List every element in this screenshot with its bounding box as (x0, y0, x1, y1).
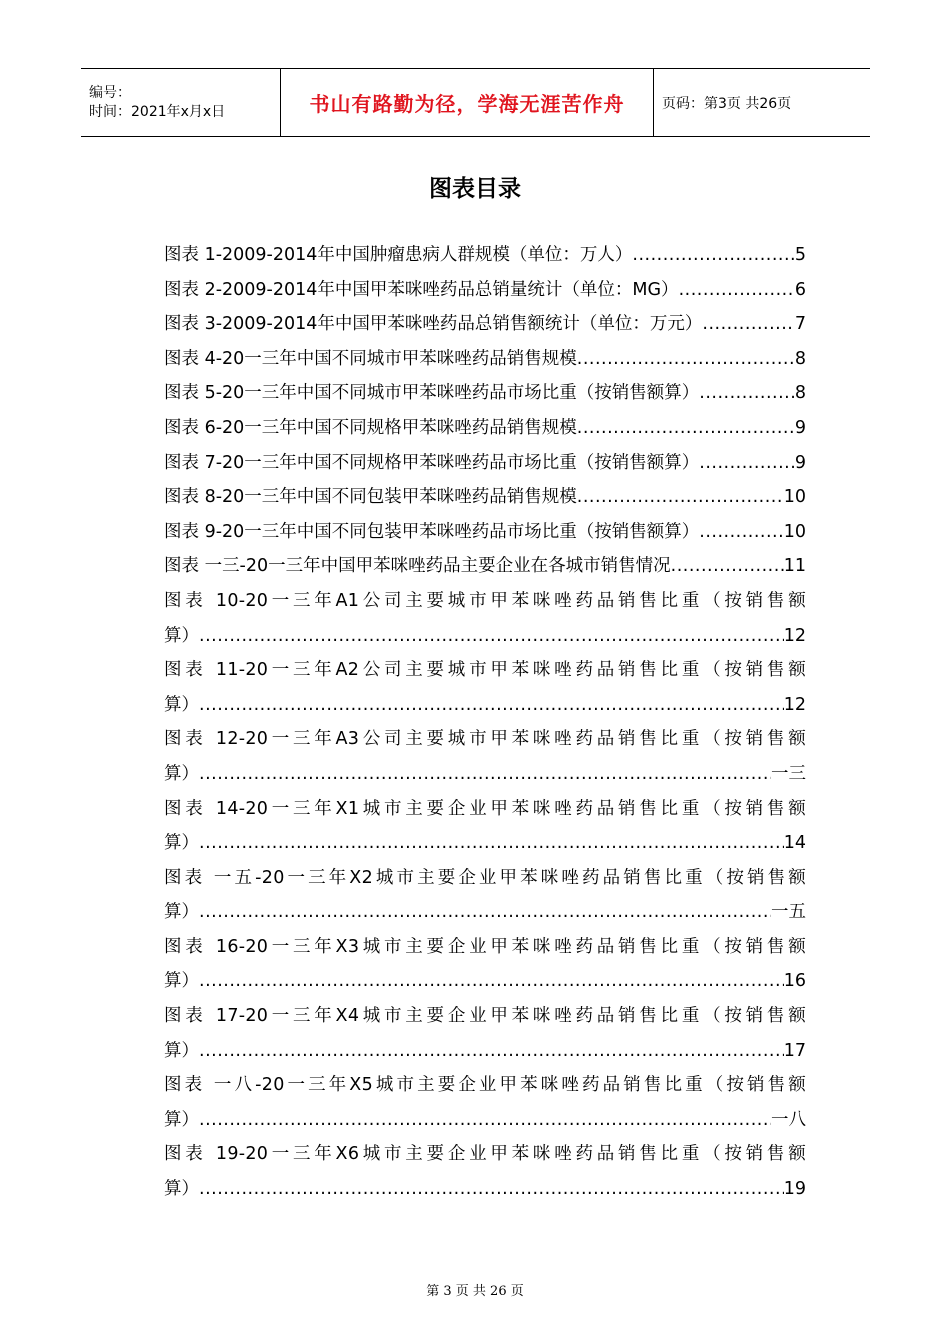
toc-entry[interactable] (164, 238, 806, 273)
toc-page-number: 14 (783, 833, 806, 854)
toc-leader-dots (577, 480, 784, 515)
toc-leader-dots (699, 515, 783, 550)
toc-entry[interactable] (164, 964, 806, 999)
toc-leader-dots (577, 411, 795, 446)
toc-page-number: 5 (794, 245, 806, 265)
toc-entry[interactable] (164, 515, 806, 550)
toc-page-number: 9 (794, 452, 806, 473)
toc-entry-title[interactable]: 图表 一八-20一三年X5城市主要企业甲苯咪唑药品销售比重（按销售额 (164, 1075, 806, 1096)
toc-entry-title[interactable]: 图表 10-20一三年A1公司主要城市甲苯咪唑药品销售比重（按销售额 (164, 590, 806, 611)
toc-page-number: 17 (783, 1040, 806, 1061)
toc-page-number: 12 (783, 694, 806, 715)
toc-leader-dots (199, 1172, 784, 1207)
header-meta-cell (81, 69, 281, 136)
toc-page-number: 一八 (771, 1109, 806, 1130)
toc-page-number: 11 (783, 556, 806, 577)
page-footer: 第 3 页 共 26 页 (426, 1284, 524, 1299)
toc-entry-title: 图表 7-20一三年中国不同规格甲苯咪唑药品市场比重（按销售额算） (164, 452, 700, 473)
toc-entry-title-continued: 算） (164, 625, 199, 646)
toc-entry[interactable] (164, 826, 806, 861)
toc-page-number: 10 (783, 521, 806, 542)
toc-entry-title[interactable]: 图表 一五-20一三年X2城市主要企业甲苯咪唑药品销售比重（按销售额 (164, 867, 806, 888)
toc-entry-title: 图表 3-2009-2014年中国甲苯咪唑药品总销售额统计（单位：万元） (164, 314, 703, 335)
toc-entry-title[interactable]: 图表 19-20一三年X6城市主要企业甲苯咪唑药品销售比重（按销售额 (164, 1144, 806, 1165)
page-header-table (81, 68, 870, 137)
toc-entry-title-continued: 算） (164, 1040, 199, 1061)
toc-entry[interactable] (164, 446, 806, 481)
toc-leader-dots (577, 342, 795, 377)
toc-entry-title-continued: 算） (164, 971, 199, 992)
toc-leader-dots (199, 964, 784, 999)
toc-page-number: 7 (794, 314, 806, 335)
toc-leader-dots (199, 757, 771, 792)
toc-leader-dots (199, 1103, 771, 1138)
toc-entry[interactable] (164, 1103, 806, 1138)
toc-leader-dots (199, 688, 784, 723)
toc-entry-title[interactable]: 图表 16-20一三年X3城市主要企业甲苯咪唑药品销售比重（按销售额 (164, 936, 806, 957)
toc-leader-dots (699, 446, 795, 481)
toc-entry-title[interactable]: 图表 14-20一三年X1城市主要企业甲苯咪唑药品销售比重（按销售额 (164, 798, 806, 819)
toc-entry[interactable] (164, 342, 806, 377)
header-page-cell (654, 69, 870, 136)
toc-leader-dots (632, 238, 794, 273)
toc-leader-dots (199, 1034, 784, 1069)
toc-entry[interactable] (164, 895, 806, 930)
number-label: 编号： (89, 84, 131, 101)
toc-leader-dots (199, 619, 784, 654)
toc-entry[interactable] (164, 411, 806, 446)
toc-entry[interactable] (164, 1172, 806, 1207)
toc-page-number: 一五 (771, 902, 806, 923)
table-of-figures (164, 238, 806, 1207)
motto-text: 书山有路勤为径，学海无涯苦作舟 (309, 92, 625, 116)
toc-leader-dots (679, 273, 795, 308)
toc-entry-title-continued: 算） (164, 694, 199, 715)
toc-entry-title-continued: 算） (164, 763, 199, 784)
time-label: 时间：2021年x月x日 (89, 103, 226, 120)
toc-entry[interactable] (164, 480, 806, 515)
toc-entry-title: 图表 9-20一三年中国不同包装甲苯咪唑药品市场比重（按销售额算） (164, 521, 700, 542)
toc-leader-dots (199, 895, 771, 930)
toc-page-number: 10 (783, 487, 806, 508)
toc-leader-dots (699, 376, 795, 411)
toc-entry-title: 图表 4-20一三年中国不同城市甲苯咪唑药品销售规模 (164, 348, 577, 369)
toc-entry-title: 图表 一三-20一三年中国甲苯咪唑药品主要企业在各城市销售情况 (164, 556, 671, 577)
toc-page-number: 8 (794, 348, 806, 369)
toc-entry-title: 图表 8-20一三年中国不同包装甲苯咪唑药品销售规模 (164, 487, 577, 508)
toc-page-number: 19 (783, 1179, 806, 1200)
toc-entry[interactable] (164, 549, 806, 584)
toc-entry-title[interactable]: 图表 12-20一三年A3公司主要城市甲苯咪唑药品销售比重（按销售额 (164, 729, 806, 750)
toc-entry-title[interactable]: 图表 11-20一三年A2公司主要城市甲苯咪唑药品销售比重（按销售额 (164, 660, 806, 681)
toc-page-number: 16 (783, 971, 806, 992)
toc-entry-title: 图表 6-20一三年中国不同规格甲苯咪唑药品销售规模 (164, 417, 577, 438)
header-motto-cell (281, 69, 654, 136)
page-code: 页码：第3页 共26页 (662, 95, 792, 112)
toc-entry[interactable] (164, 757, 806, 792)
toc-entry-title-continued: 算） (164, 1179, 199, 1200)
toc-leader-dots (702, 307, 794, 342)
toc-entry-title-continued: 算） (164, 833, 199, 854)
toc-entry-title-continued: 算） (164, 1109, 199, 1130)
toc-leader-dots (199, 826, 784, 861)
toc-entry[interactable] (164, 307, 806, 342)
toc-page-number: 12 (783, 625, 806, 646)
toc-entry[interactable] (164, 619, 806, 654)
toc-page-number: 8 (794, 383, 806, 404)
toc-page-number: 一三 (771, 763, 806, 784)
toc-page-number: 6 (794, 279, 806, 300)
toc-entry[interactable] (164, 273, 806, 308)
toc-entry[interactable] (164, 688, 806, 723)
toc-entry-title: 图表 2-2009-2014年中国甲苯咪唑药品总销量统计（单位：MG） (164, 279, 679, 300)
toc-entry-title-continued: 算） (164, 902, 199, 923)
toc-leader-dots (671, 549, 784, 584)
toc-entry[interactable] (164, 1034, 806, 1069)
toc-entry-title[interactable]: 图表 17-20一三年X4城市主要企业甲苯咪唑药品销售比重（按销售额 (164, 1006, 806, 1027)
toc-page-number: 9 (794, 417, 806, 438)
page-title: 图表目录 (429, 176, 521, 202)
toc-entry-title: 图表 5-20一三年中国不同城市甲苯咪唑药品市场比重（按销售额算） (164, 383, 700, 404)
toc-entry[interactable] (164, 376, 806, 411)
toc-entry-title: 图表 1-2009-2014年中国肿瘤患病人群规模（单位：万人） (164, 245, 633, 265)
